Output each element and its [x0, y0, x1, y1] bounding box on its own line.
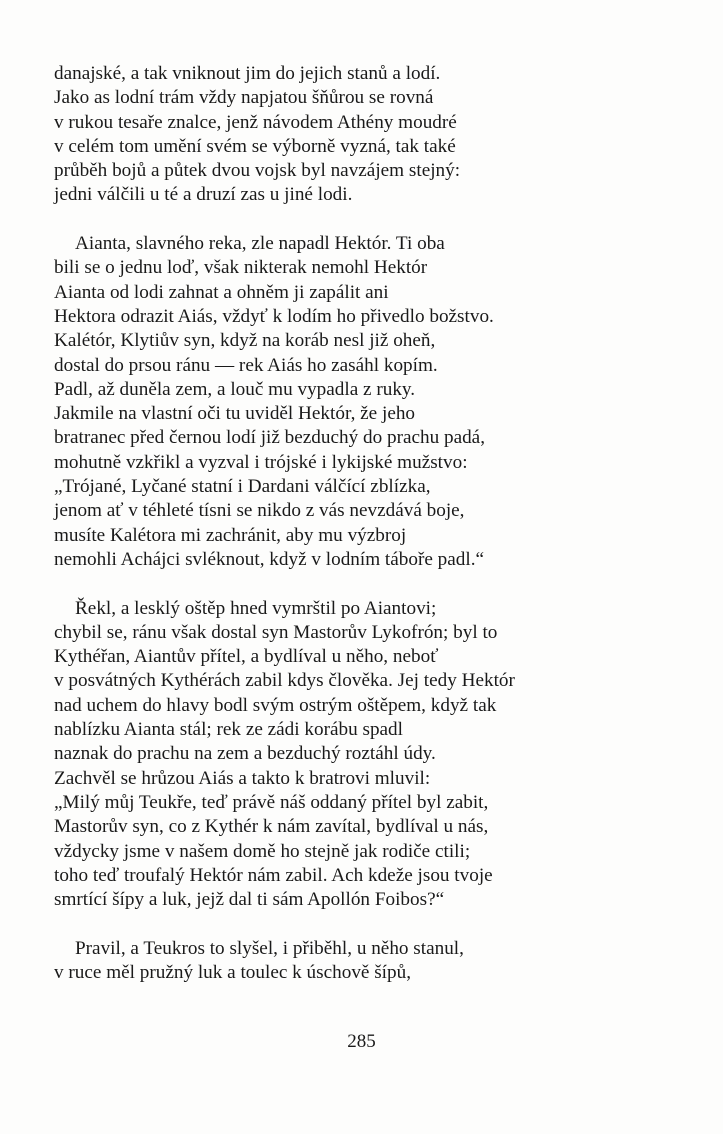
text-line: „Milý můj Teukře, teď právě náš oddaný přítel byl zabit, — [54, 791, 489, 813]
text-line: Jako as lodní trám vždy napjatou šňůrou se rovná — [54, 87, 434, 109]
paragraph-2 — [54, 232, 694, 572]
text-line: Kalétór, Klytiův syn, když na koráb nesl již oheň, — [54, 330, 436, 352]
paragraph-4 — [54, 937, 694, 986]
text-line: mohutně vzkřikl a vyzval i trójské i lykijské mužstvo: — [54, 451, 468, 473]
paragraph-gap — [54, 912, 694, 936]
text-line: jenom ať v téhleté tísni se nikdo z vás nevzdává boje, — [54, 500, 465, 522]
text-line: průběh bojů a půtek dvou vojsk byl navzájem stejný: — [54, 160, 461, 182]
paragraph-gap — [54, 208, 694, 232]
text-line: v posvátných Kythérách zabil kdys člověka. Jej tedy Hektór — [54, 670, 515, 692]
text-line: Aianta, slavného reka, zle napadl Hektór. Ti oba — [75, 233, 445, 255]
page-number: 285 — [347, 1031, 376, 1052]
text-line: Padl, až duněla zem, a louč mu vypadla z ruky. — [54, 378, 416, 400]
paragraph-gap — [54, 572, 694, 596]
text-line: Pravil, a Teukros to slyšel, i přiběhl, u něho stanul, — [75, 937, 464, 959]
paragraph-3 — [54, 597, 694, 913]
text-line: smrtící šípy a luk, jejž dal ti sám Apollón Foibos?“ — [54, 889, 445, 911]
text-line: jedni válčili u té a druzí zas u jiné lodi. — [54, 184, 353, 206]
text-line: Mastorův syn, co z Kythér k nám zavítal, bydlíval u nás, — [54, 816, 489, 838]
text-line: v celém tom umění svém se výborně vyzná, tak také — [54, 135, 456, 157]
text-line: nemohli Achájci svléknout, když v lodním táboře padl.“ — [54, 548, 485, 570]
text-line: bratranec před černou lodí již bezduchý do prachu padá, — [54, 427, 485, 449]
text-line: toho teď troufalý Hektór nám zabil. Ach kdeže jsou tvoje — [54, 864, 493, 886]
text-line: vždycky jsme v našem domě ho stejně jak rodiče ctili; — [54, 840, 471, 862]
text-line: Hektora odrazit Aiás, vždyť k lodím ho přivedlo božstvo. — [54, 305, 494, 327]
text-line: v ruce měl pružný luk a toulec k úschově šípů, — [54, 961, 412, 983]
text-line: Aianta od lodi zahnat a ohněm ji zapálit ani — [54, 281, 389, 303]
text-line: nad uchem do hlavy bodl svým ostrým oštěpem, když tak — [54, 694, 497, 716]
text-line: dostal do prsou ránu — rek Aiás ho zasáhl kopím. — [54, 354, 438, 376]
text-line: Jakmile na vlastní oči tu uviděl Hektór, že jeho — [54, 403, 416, 425]
text-line: Řekl, a lesklý oštěp hned vymrštil po Aiantovi; — [75, 597, 437, 619]
page-text — [54, 62, 694, 985]
text-line: naznak do prachu na zem a bezduchý roztáhl údy. — [54, 743, 436, 765]
text-line: Kythéřan, Aiantův přítel, a bydlíval u něho, neboť — [54, 646, 439, 668]
text-line: v rukou tesaře znalce, jenž návodem Athény moudré — [54, 111, 457, 133]
text-line: danajské, a tak vniknout jim do jejich stanů a lodí. — [54, 63, 441, 84]
text-line: Zachvěl se hrůzou Aiás a takto k bratrovi mluvil: — [54, 767, 431, 789]
text-line: nablízku Aianta stál; rek ze zádi korábu spadl — [54, 719, 403, 741]
text-line: chybil se, ránu však dostal syn Mastorův Lykofrón; byl to — [54, 621, 498, 643]
text-line: musíte Kalétora mi zachránit, aby mu výzbroj — [54, 524, 407, 546]
text-line: „Trójané, Lyčané statní i Dardani válčící zblízka, — [54, 476, 431, 498]
paragraph-1 — [54, 62, 694, 208]
text-line: bili se o jednu loď, však nikterak nemohl Hektór — [54, 257, 428, 279]
